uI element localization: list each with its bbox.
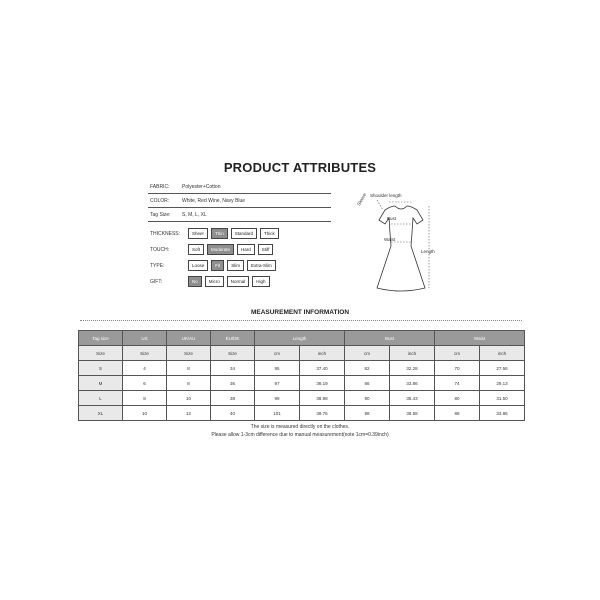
tag-size-label: Tag Size: [150, 212, 171, 218]
table-cell: 97 [255, 376, 300, 391]
table-cell: 38.19 [300, 376, 345, 391]
table-header-cell: Bust [345, 331, 435, 346]
table-cell: 82 [345, 361, 390, 376]
table-header-cell: EU/DE [211, 331, 255, 346]
touch-label: TOUCH: [150, 247, 170, 253]
gift-option: No [188, 276, 202, 287]
table-subheader-cell: cm [345, 346, 390, 361]
table-subheader-cell: cm [435, 346, 480, 361]
table-cell: 39.76 [300, 406, 345, 421]
page-title: PRODUCT ATTRIBUTES [223, 160, 377, 175]
table-cell: 8 [167, 376, 211, 391]
table-cell: 6 [123, 376, 167, 391]
table-subheader-cell: Size [167, 346, 211, 361]
gift-options [188, 276, 270, 287]
table-subheader-cell: Size [79, 346, 123, 361]
tag-size-rule [148, 221, 331, 222]
table-cell: 10 [167, 391, 211, 406]
waist-label: Waist [384, 237, 396, 242]
fabric-value: Polyester+Cotton [182, 184, 221, 190]
type-options [188, 260, 276, 271]
table-subheader-cell: Size [211, 346, 255, 361]
gift-option: Normal [227, 276, 250, 287]
table-subheader-cell: inch [300, 346, 345, 361]
table-cell: 88 [435, 406, 480, 421]
dress-diagram-icon [355, 188, 447, 293]
table-cell: 29.13 [480, 376, 525, 391]
thickness-label: THICKNESS: [150, 231, 181, 237]
table-subheader-cell: Size [123, 346, 167, 361]
table-cell: 101 [255, 406, 300, 421]
table-cell: 74 [435, 376, 480, 391]
table-cell: M [79, 376, 123, 391]
color-label: COLOR: [150, 198, 170, 204]
sleeve-label: Sleeve [356, 192, 368, 207]
color-rule [148, 207, 331, 208]
table-cell: 38.58 [390, 406, 435, 421]
type-option: Slim [227, 260, 244, 271]
bust-label: Bust [387, 216, 397, 221]
fabric-rule [148, 193, 331, 194]
table-cell: L [79, 391, 123, 406]
table-cell: 40 [211, 406, 255, 421]
table-cell: 27.56 [480, 361, 525, 376]
gift-option: Micro [205, 276, 224, 287]
type-option: Extra-Slim [247, 260, 276, 271]
table-cell: 36 [211, 376, 255, 391]
table-cell: 32.28 [390, 361, 435, 376]
measurement-note: The size is measured directly on the clothes. [250, 424, 350, 430]
table-cell: 37.40 [300, 361, 345, 376]
type-option: Loose [188, 260, 208, 271]
type-option: Fit [211, 260, 224, 271]
measurement-table [78, 330, 525, 421]
table-subheader-row [79, 346, 525, 361]
touch-option: Hard [237, 244, 255, 255]
gift-option: High [252, 276, 269, 287]
thickness-options [188, 228, 279, 239]
table-header-cell: Length [255, 331, 345, 346]
table-row [79, 391, 525, 406]
table-subheader-cell: inch [390, 346, 435, 361]
table-cell: 70 [435, 361, 480, 376]
touch-options [188, 244, 273, 255]
touch-option: Stiff [258, 244, 274, 255]
table-cell: 8 [167, 361, 211, 376]
table-cell: 4 [123, 361, 167, 376]
measurement-divider [80, 320, 522, 321]
table-cell: 33.86 [390, 376, 435, 391]
table-cell: 8 [123, 391, 167, 406]
fabric-label: FABRIC: [150, 184, 170, 190]
shoulder-length-label: Shoulder length [370, 193, 402, 198]
measurement-note: Please allow 1-3cm difference due to manual measurement(note 1cm=0.39inch) [211, 432, 389, 438]
table-cell: 12 [167, 406, 211, 421]
gift-label: GIFT: [150, 279, 163, 285]
table-cell: 38 [211, 391, 255, 406]
table-cell: 99 [255, 391, 300, 406]
table-header-row [79, 331, 525, 346]
table-cell: 98 [345, 406, 390, 421]
touch-option: Moderate [207, 244, 234, 255]
thickness-option: Thin [211, 228, 228, 239]
table-cell: 34 [211, 361, 255, 376]
table-subheader-cell: inch [480, 346, 525, 361]
measurement-title: MEASUREMENT INFORMATION [250, 309, 350, 316]
thickness-option: Thick [260, 228, 279, 239]
table-row [79, 376, 525, 391]
table-header-cell: US [123, 331, 167, 346]
type-label: TYPE: [150, 263, 165, 269]
table-header-cell: Waist [435, 331, 525, 346]
length-label: Length [421, 249, 435, 254]
table-cell: 33.86 [480, 406, 525, 421]
table-cell: 38.98 [300, 391, 345, 406]
thickness-option: Sheer [188, 228, 208, 239]
table-cell: 35.43 [390, 391, 435, 406]
table-row [79, 406, 525, 421]
tag-size-value: S, M, L, XL [182, 212, 207, 218]
table-cell: 10 [123, 406, 167, 421]
table-row [79, 361, 525, 376]
table-header-cell: Tag size [79, 331, 123, 346]
table-cell: S [79, 361, 123, 376]
color-value: White, Red Wine, Navy Blue [182, 198, 246, 204]
table-cell: 31.50 [480, 391, 525, 406]
table-cell: 80 [435, 391, 480, 406]
table-header-cell: UK/AU [167, 331, 211, 346]
touch-option: Soft [188, 244, 204, 255]
table-cell: 90 [345, 391, 390, 406]
table-cell: XL [79, 406, 123, 421]
table-cell: 95 [255, 361, 300, 376]
table-subheader-cell: cm [255, 346, 300, 361]
table-cell: 86 [345, 376, 390, 391]
thickness-option: Standard [231, 228, 257, 239]
